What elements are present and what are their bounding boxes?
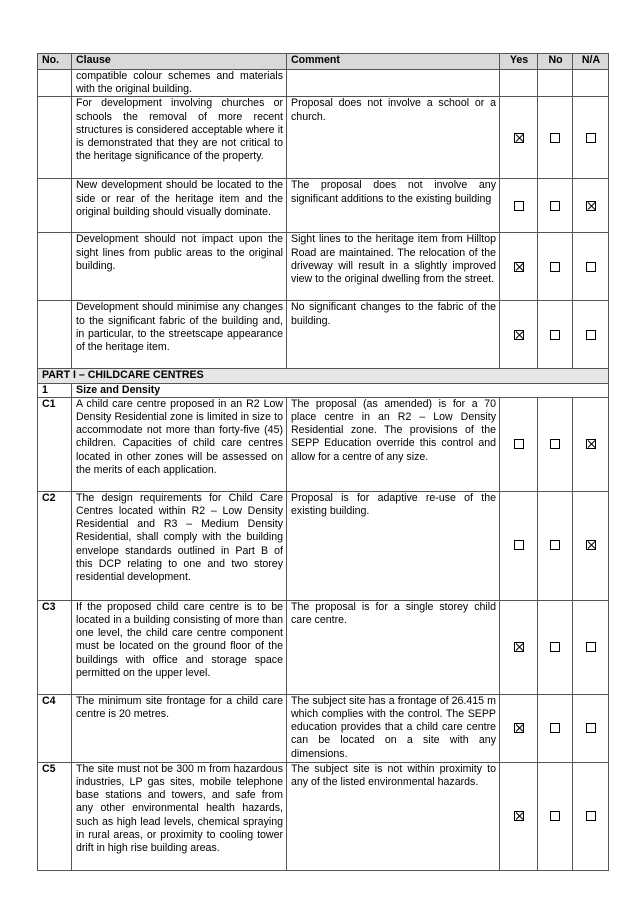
row-number	[38, 233, 72, 301]
yes-checkbox[interactable]	[514, 439, 524, 449]
yes-checkbox[interactable]	[514, 201, 524, 211]
na-checkbox[interactable]	[586, 133, 596, 143]
no-checkbox[interactable]	[550, 330, 560, 340]
row-number	[38, 301, 72, 369]
na-checkbox[interactable]	[586, 262, 596, 272]
comment-text: Proposal is for adaptive re-use of the existing building.	[287, 491, 500, 600]
no-checkbox[interactable]	[550, 540, 560, 550]
yes-checkbox[interactable]	[514, 642, 524, 652]
no-checkbox[interactable]	[550, 439, 560, 449]
section-heading-row	[38, 383, 609, 397]
control-number: C3	[38, 600, 72, 694]
no-checkbox[interactable]	[550, 133, 560, 143]
clause-text: For development involving churches or schools the removal of more recent structures is considered acceptable where it is demonstrated that they are not critical to the heritage significance of the property.	[72, 97, 287, 179]
header-clause: Clause	[72, 54, 287, 70]
compliance-table	[37, 53, 609, 871]
header-comment: Comment	[287, 54, 500, 70]
row-number	[38, 179, 72, 233]
table-row	[38, 694, 609, 762]
clause-text: compatible colour schemes and materials with the original building.	[72, 70, 287, 97]
na-checkbox[interactable]	[586, 540, 596, 550]
yes-checkbox[interactable]	[514, 540, 524, 550]
table-row	[38, 97, 609, 179]
comment-text: The proposal does not involve any significant additions to the existing building	[287, 179, 500, 233]
na-checkbox[interactable]	[586, 201, 596, 211]
yes-cell	[500, 70, 538, 97]
comment-text: The subject site has a frontage of 26.415 m which complies with the control. The SEPP education provides that a child care centre can be located on a site with any dimensions.	[287, 694, 500, 762]
no-checkbox[interactable]	[550, 642, 560, 652]
na-cell	[573, 70, 609, 97]
header-no: No.	[38, 54, 72, 70]
yes-checkbox[interactable]	[514, 723, 524, 733]
na-checkbox[interactable]	[586, 723, 596, 733]
yes-checkbox[interactable]	[514, 262, 524, 272]
clause-text: New development should be located to the side or rear of the heritage item and the original building should visually dominate.	[72, 179, 287, 233]
no-checkbox[interactable]	[550, 811, 560, 821]
table-row	[38, 600, 609, 694]
table-row	[38, 397, 609, 491]
no-checkbox[interactable]	[550, 723, 560, 733]
comment-text: Sight lines to the heritage item from Hilltop Road are maintained. The relocation of the driveway will result in a slightly improved view to the original dwelling from the street.	[287, 233, 500, 301]
clause-text: If the proposed child care centre is to be located in a building consisting of more than one level, the child care centre component must be located on the ground floor of the buildings with office and storage space permitted on the upper level.	[72, 600, 287, 694]
comment-text: Proposal does not involve a school or a church.	[287, 97, 500, 179]
clause-text: Development should not impact upon the sight lines from public areas to the original building.	[72, 233, 287, 301]
comment-text	[287, 70, 500, 97]
control-number: C2	[38, 491, 72, 600]
part-heading-row	[38, 369, 609, 383]
header-no-col: No	[538, 54, 573, 70]
table-row	[38, 301, 609, 369]
na-checkbox[interactable]	[586, 330, 596, 340]
clause-text: The site must not be 300 m from hazardous industries, LP gas sites, mobile telephone base stations and towers, and safe from any other environmental health hazards, such as high lead levels, chemical spraying in rural areas, or proximity to cooling tower drift in high rise building areas.	[72, 762, 287, 870]
control-number: C4	[38, 694, 72, 762]
na-checkbox[interactable]	[586, 642, 596, 652]
header-na: N/A	[573, 54, 609, 70]
row-number	[38, 97, 72, 179]
na-checkbox[interactable]	[586, 811, 596, 821]
section-title: Size and Density	[72, 383, 609, 397]
part-heading: PART I – CHILDCARE CENTRES	[38, 369, 609, 383]
no-cell	[538, 70, 573, 97]
row-number	[38, 70, 72, 97]
comment-text: The subject site is not within proximity to any of the listed environmental hazards.	[287, 762, 500, 870]
na-checkbox[interactable]	[586, 439, 596, 449]
comment-text: The proposal is for a single storey child care centre.	[287, 600, 500, 694]
clause-text: The design requirements for Child Care Centres located within R2 – Low Density Residential and R3 – Medium Density Residential, shall comply with the building envelope standards outlined in Part B of this DCP relating to one and two storey residential development.	[72, 491, 287, 600]
section-number: 1	[38, 383, 72, 397]
comment-text: The proposal (as amended) is for a 70 place centre in an R2 – Low Density Residential zone. The provisions of the SEPP Education override this control and allow for a centre of any size.	[287, 397, 500, 491]
clause-text: The minimum site frontage for a child care centre is 20 metres.	[72, 694, 287, 762]
table-row	[38, 762, 609, 870]
table-row	[38, 233, 609, 301]
control-number: C1	[38, 397, 72, 491]
header-yes: Yes	[500, 54, 538, 70]
clause-text: A child care centre proposed in an R2 Low Density Residential zone is limited in size to accommodate not more than forty-five (45) children. Capacities of child care centres located in other zones will be assessed on the merits of each application.	[72, 397, 287, 491]
comment-text: No significant changes to the fabric of the building.	[287, 301, 500, 369]
clause-text: Development should minimise any changes to the significant fabric of the building and, in particular, to the streetscape appearance of the heritage item.	[72, 301, 287, 369]
no-checkbox[interactable]	[550, 262, 560, 272]
yes-checkbox[interactable]	[514, 811, 524, 821]
yes-checkbox[interactable]	[514, 330, 524, 340]
table-row	[38, 70, 609, 97]
table-header-row	[38, 54, 609, 70]
table-row	[38, 491, 609, 600]
table-row	[38, 179, 609, 233]
control-number: C5	[38, 762, 72, 870]
no-checkbox[interactable]	[550, 201, 560, 211]
yes-checkbox[interactable]	[514, 133, 524, 143]
